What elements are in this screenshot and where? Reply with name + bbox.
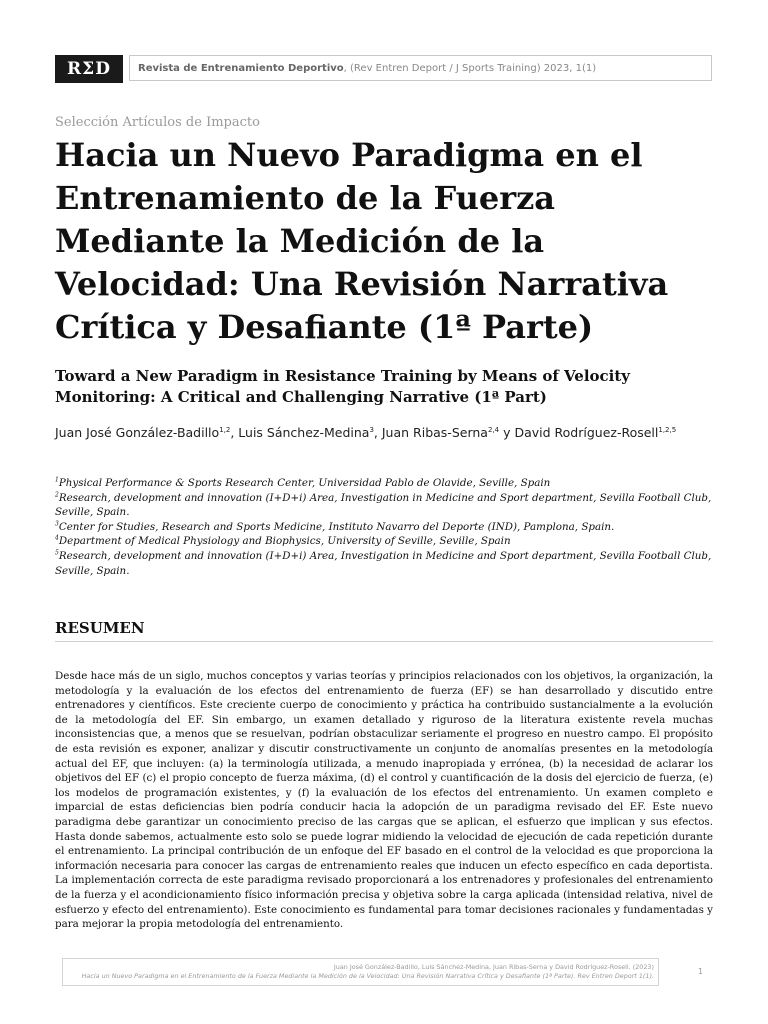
affiliation-text: Research, development and innovation (I+D+i) Area, Investigation in Medicine and Sport department, Sevilla Football Club, Seville, Spain. — [55, 549, 712, 577]
author-name: David Rodríguez-Rosell — [514, 425, 659, 440]
author-affiliation-ref: 1,2 — [219, 425, 231, 434]
affiliation-list — [55, 476, 715, 578]
author-list — [55, 423, 713, 442]
affiliation-text: Research, development and innovation (I+D+i) Area, Investigation in Medicine and Sport department, Sevilla Football Club, Seville, Spain. — [55, 491, 712, 519]
author-affiliation-ref: 3 — [369, 425, 374, 434]
abstract-text: Desde hace más de un siglo, muchos conceptos y varias teorías y principios relacionados con los objetivos, la organización, la metodología y la evaluación de los efectos del entrenamiento de fuerza (EF) se han desarrollado y discutido entre entrenadores y científicos. Este creciente cuerpo de conocimiento y práctica ha contribuido sustancialmente a la evolución de la metodología del EF. Sin embargo, un examen detallado y riguroso de la literatura existente revela muchas inconsistencias que, a menos que se resuelvan, podrían obstaculizar seriamente el progreso en nuestro campo. El propósito de esta revisión es exponer, analizar y discutir constructivamente un conjunto de anomalías presentes en la metodología actual del EF, que incluyen: (a) la terminología utilizada, a menudo inapropiada y errónea, (b) la necesidad de aclarar los objetivos del EF (c) el propio concepto de fuerza máxima, (d) el control y cuantificación de la dosis del ejercicio de fuerza, (e) los modelos de programación existentes, y (f) la evaluación de los efectos del entrenamiento. Un examen completo e imparcial de estas deficiencias bien podría conducir hacia la adopción de un paradigma revisado del EF. Este nuevo paradigma debe garantizar un conocimiento preciso de las cargas que se aplican, el esfuerzo que implican y sus efectos. Hasta donde sabemos, actualmente esto solo se puede lograr midiendo la velocidad de ejecución de cada repetición durante el entrenamiento. La principal contribución de un enfoque del EF basado en el control de la velocidad es que proporciona la información necesaria para conocer las cargas de entrenamiento reales que inducen un efecto específico en cada deportista. La implementación correcta de este paradigma revisado proporcionará a los entrenadores y profesionales del entrenamiento de la fuerza y el acondicionamiento físico información precisa y objetiva sobre la carga aplicada (intensidad relativa, nivel de esfuerzo y efecto del entrenamiento). Este conocimiento es fundamental para tomar decisiones racionales y fundamentadas y para mejorar la propia metodología del entrenamiento. — [55, 670, 713, 931]
section-divider — [55, 641, 713, 642]
affiliation-number: 1 — [55, 476, 59, 484]
author-affiliation-ref: 1,2,5 — [658, 425, 677, 434]
affiliation-item — [55, 476, 715, 491]
affiliation-number: 3 — [55, 520, 59, 528]
author-name: Luis Sánchez-Medina — [238, 425, 370, 440]
journal-logo: RΣD — [55, 55, 123, 83]
resumen-heading: RESUMEN — [55, 619, 145, 637]
affiliation-item — [55, 491, 715, 520]
article-subtitle: Toward a New Paradigm in Resistance Training by Means of Velocity Monitoring: A Critical and Challenging Narrative (1ª Part) — [55, 367, 631, 406]
citation-footer — [62, 958, 659, 986]
page-number: 1 — [698, 967, 704, 976]
affiliation-item — [55, 520, 715, 535]
affiliation-number: 4 — [55, 534, 59, 542]
author-separator: y — [499, 425, 515, 440]
author-separator: , — [230, 425, 239, 440]
footer-authors-line: Juan José González-Badillo, Luis Sánchez-Medina, Juan Ribas-Serna y David Rodríguez-Rosell. (2023) — [333, 963, 654, 971]
affiliation-number: 2 — [55, 491, 59, 499]
author-affiliation-ref: 2,4 — [487, 425, 500, 434]
article-title: Hacia un Nuevo Paradigma en el Entrenamiento de la Fuerza Mediante la Medición de la Velocidad: Una Revisión Narrativa Crítica y Desafiante (1ª Parte) — [55, 136, 669, 346]
affiliation-item — [55, 534, 715, 549]
affiliation-text: Department of Medical Physiology and Biophysics, University of Seville, Seville, Spain — [58, 535, 511, 548]
journal-citation: , (Rev Entren Deport / J Sports Training) 2023, 1(1) — [343, 62, 597, 74]
journal-name: Revista de Entrenamiento Deportivo — [138, 62, 344, 74]
author-name: Juan José González-Badillo — [55, 425, 220, 440]
affiliation-item — [55, 549, 715, 578]
author-name: Juan Ribas-Serna — [381, 425, 488, 440]
affiliation-text: Physical Performance & Sports Research Center, Universidad Pablo de Olavide, Seville, Spain — [58, 477, 551, 489]
author-separator: , — [373, 425, 382, 440]
section-label: Selección Artículos de Impacto — [55, 115, 260, 130]
footer-title-line: Hacia un Nuevo Paradigma en el Entrenamiento de la Fuerza Mediante la Medición de la Velocidad: Una Revisión Narrativa Crítica y Desafiante (1ª Parte). Rev Entren Deport 1(1). — [81, 972, 654, 980]
affiliation-text: Center for Studies, Research and Sports Medicine, Instituto Navarro del Deporte (IND), Pamplona, Spain. — [58, 520, 615, 533]
affiliation-number: 5 — [55, 549, 59, 557]
journal-header — [129, 55, 712, 81]
